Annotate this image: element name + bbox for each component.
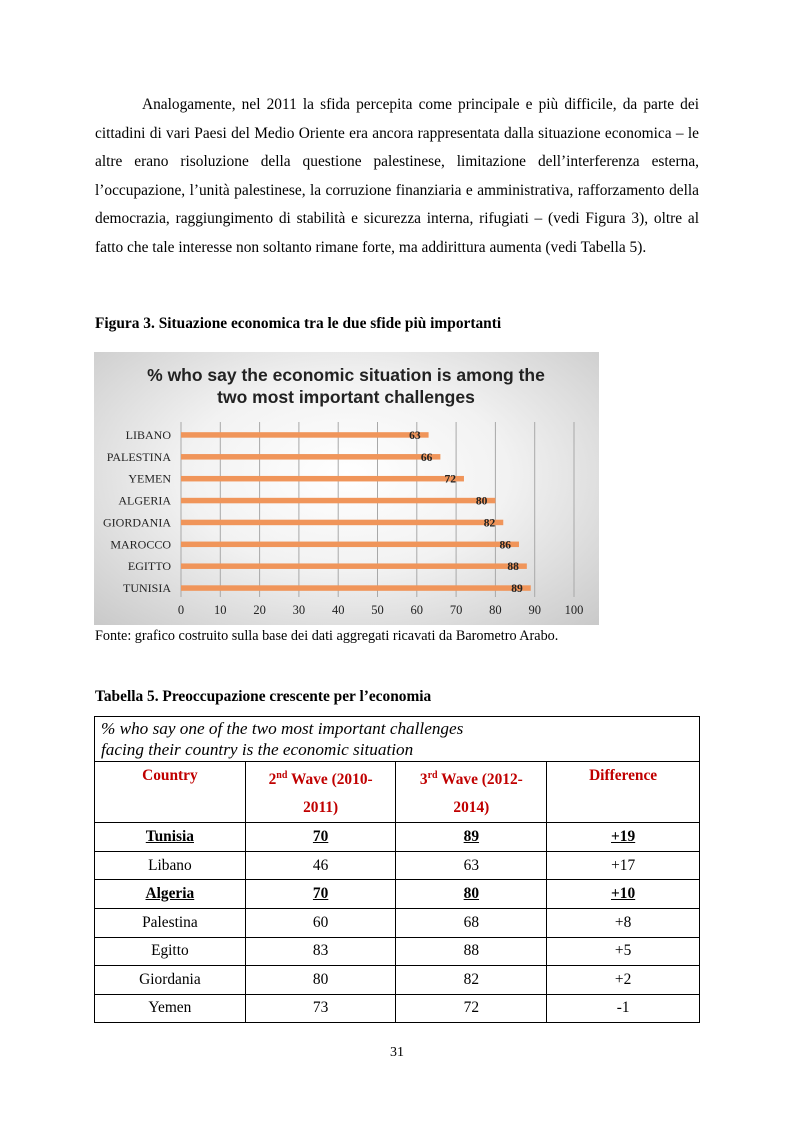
cell-wave2: 83 [245,937,396,966]
cell-country: Algeria [95,880,246,909]
cell-diff: +17 [547,851,700,880]
table-title-line1: % who say one of the two most important challenges [101,719,464,738]
category-label: LIBANO [125,427,171,442]
bar [181,585,531,591]
value-label: 89 [511,583,523,596]
cell-wave3: 80 [396,880,547,909]
x-tick-label: 30 [292,603,306,617]
bar [181,498,495,504]
category-label: GIORDANIA [103,515,171,530]
value-label: 88 [507,561,519,574]
table-row [95,966,700,995]
chart-title-line2: two most important challenges [217,387,475,407]
cell-diff: +5 [547,937,700,966]
x-tick-label: 20 [253,603,266,617]
x-tick-label: 100 [564,603,584,617]
cell-diff: +19 [547,823,700,852]
cell-wave2: 60 [245,908,396,937]
value-label: 82 [483,517,496,530]
x-tick-label: 50 [371,603,384,617]
cell-wave2: 73 [245,994,396,1023]
cell-country: Giordania [95,966,246,995]
table-row [95,851,700,880]
x-tick-label: 0 [177,603,185,617]
cell-country: Libano [95,851,246,880]
data-table [94,716,700,1023]
table-caption: Tabella 5. Preoccupazione crescente per l’economia [95,688,432,705]
bar-chart [94,352,599,625]
cell-diff: +8 [547,908,700,937]
table-header-row [95,762,700,823]
header-country: Country [95,762,246,823]
cell-wave2: 70 [245,823,396,852]
bar [181,520,503,526]
table-row [95,880,700,909]
chart-container [94,352,599,625]
value-label: 72 [444,473,456,486]
table-row [95,823,700,852]
cell-country: Palestina [95,908,246,937]
body-paragraph-text: Analogamente, nel 2011 la sfida percepita come principale e più difficile, da parte dei cittadini di vari Paesi del Medio Oriente era ancora rappresentata dalla situazione economica – le altre erano risoluzione della questione palestinese, limitazione dell’interferenza esterna, l’occupazione, l’unità palestinese, la corruzione finanziaria e amministrativa, rafforzamento della democrazia, raggiungimento di stabilità e sicurezza interna, rifugiati – (vedi Figura 3), oltre al fatto che tale interesse non soltanto rimane forte, ma addirittura aumenta (vedi Tabella 5). [95,96,699,256]
table-title-row [95,717,700,762]
x-tick-label: 80 [489,603,502,617]
table-title-line2: facing their country is the economic situation [101,740,414,759]
cell-wave3: 89 [396,823,547,852]
cell-diff: -1 [547,994,700,1023]
cell-wave3: 68 [396,908,547,937]
cell-wave3: 63 [396,851,547,880]
bar [181,454,440,460]
x-tick-label: 90 [528,603,541,617]
table-row [95,937,700,966]
bar [181,542,519,548]
category-label: ALGERIA [118,493,171,508]
category-label: EGITTO [127,559,171,574]
cell-wave3: 82 [396,966,547,995]
bar [181,476,464,482]
body-paragraph [95,91,699,263]
x-tick-label: 70 [449,603,463,617]
x-tick-label: 40 [331,603,345,617]
cell-country: Egitto [95,937,246,966]
table-title [95,717,700,762]
value-label: 66 [420,451,433,464]
value-label: 63 [409,429,421,442]
source-note: Fonte: grafico costruito sulla base dei dati aggregati ricavati da Barometro Arabo. [95,628,559,644]
cell-wave3: 88 [396,937,547,966]
header-wave2: 2nd Wave (2010- 2011) [245,762,396,823]
page-number: 31 [390,1045,404,1060]
value-label: 86 [499,539,511,552]
figure-caption: Figura 3. Situazione economica tra le due sfide più importanti [95,315,502,332]
bar [181,563,527,569]
cell-wave2: 46 [245,851,396,880]
cell-wave2: 70 [245,880,396,909]
category-label: PALESTINA [106,449,171,464]
x-tick-label: 10 [214,603,227,617]
cell-wave2: 80 [245,966,396,995]
bar [181,432,429,438]
cell-diff: +10 [547,880,700,909]
table-row [95,908,700,937]
category-label: YEMEN [128,471,171,486]
category-label: TUNISIA [123,581,171,596]
cell-wave3: 72 [396,994,547,1023]
cell-country: Yemen [95,994,246,1023]
value-label: 80 [475,495,488,508]
cell-country: Tunisia [95,823,246,852]
cell-diff: +2 [547,966,700,995]
table-row [95,994,700,1023]
x-tick-label: 60 [410,603,424,617]
header-difference: Difference [547,762,700,823]
category-label: MAROCCO [110,537,171,552]
header-wave3: 3rd Wave (2012- 2014) [396,762,547,823]
chart-title-line1: % who say the economic situation is among the [147,365,545,385]
